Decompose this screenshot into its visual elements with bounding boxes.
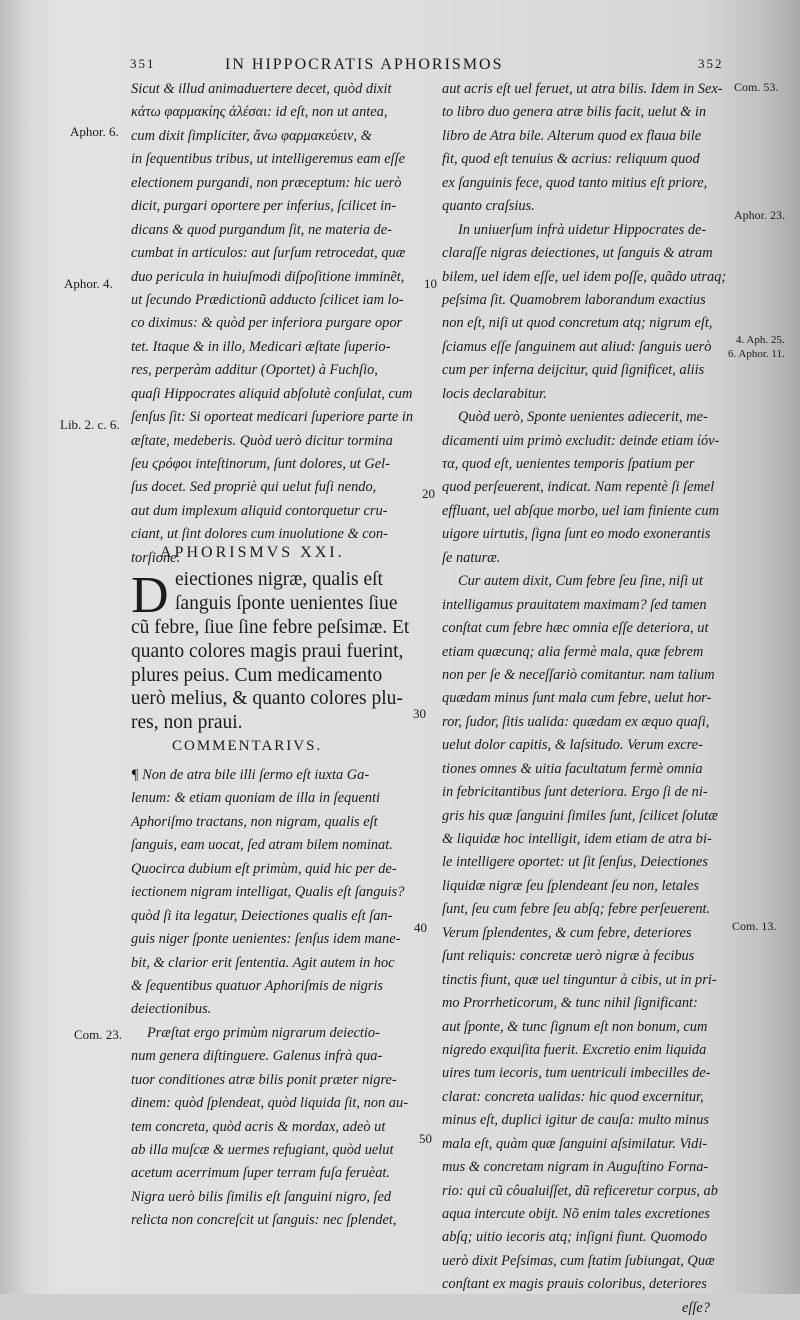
text-line: conſtant ex magis prauis coloribus, deteriores (442, 1276, 707, 1293)
text-line: res, perperàm additur (Oportet) à Fuchſio, (131, 362, 378, 379)
text-line: clarat: concreta ualidas: hic quod excernitur, (442, 1088, 704, 1105)
text-line: ut ſecundo Prædictionũ adducto ſcilicet iam lo- (131, 291, 404, 308)
text-line: aut acris eſt uel feruet, ut atra bilis. Idem in Sex- (442, 81, 723, 97)
text-line: uires tum iecoris, tum uentriculi imbecilles de- (442, 1065, 711, 1082)
text-line: uerò dixit Peſsimas, cum ſtatim ſubiungat, Quæ (442, 1252, 715, 1269)
text-line: ex ſanguinis fece, quod tanto mitius eſt priore, (442, 174, 708, 191)
text-line: acetum acerrimum ſuper terram fuſa feruèat. (131, 1165, 390, 1182)
aphorism-text (131, 568, 431, 735)
text-line: Aphoriſmo tractans, non nigram, qualis eſt (131, 813, 378, 830)
margin-note: 6. Aphor. 11. (728, 348, 785, 360)
text-line: tuor conditiones atræ bilis ponit præter nigre- (131, 1071, 397, 1088)
aphorism-line: plures peius. Cum medicamento (131, 664, 383, 686)
margin-note: Aphor. 4. (64, 276, 113, 291)
text-line: ſe naturæ. (442, 549, 501, 566)
text-line: in febricitantibus ſunt deteriora. Ergo ſi de ni- (442, 784, 708, 801)
text-line: rio: qui cũ côualuiſſet, dũ reficeretur corpus, ab (442, 1182, 718, 1199)
text-line: relicta non concreſcit ut ſanguis: nec ſplendet, (131, 1212, 397, 1229)
text-line: aut ſponte, & tunc ſignum eſt non bonum, cum (442, 1018, 708, 1035)
text-line: tem concreta, quòd acris & mordax, adeò ut (131, 1118, 386, 1135)
margin-note: Lib. 2. c. 6. (60, 417, 120, 432)
text-line: electionem purgandi, non præceptum: hic uerò (131, 174, 402, 191)
text-line: uigore uirtutis, ſigna ſunt eo modo exonerantis (442, 526, 711, 543)
line-number: 30 (413, 706, 426, 721)
text-line: eſſe? (682, 1299, 710, 1316)
text-line: minus eſt, duplici igitur de cauſa: multo minus (442, 1112, 710, 1129)
text-line: Cur autem dixit, Cum febre ſeu ſine, niſi ut (458, 573, 703, 590)
running-title: IN HIPPOCRATIS APHORISMOS (225, 56, 504, 73)
running-header (0, 56, 800, 80)
drop-cap: D (131, 567, 169, 624)
text-line: κάτω φαρμακίης ἁλέσαι: id eſt, non ut antea, (131, 104, 388, 121)
text-line: in ſequentibus tribus, ut intelligeremus eam eſſe (131, 151, 406, 168)
text-line: liquidæ nigræ ſeu ſplendeant ſeu non, letales (442, 877, 700, 894)
text-line: lenum: & etiam quoniam de illa in ſequenti (131, 790, 380, 807)
text-line: Verum ſplendentes, & cum febre, deteriores (442, 924, 692, 941)
margin-note: Aphor. 23. (734, 208, 785, 222)
text-line: non per ſe & neceſſariò comitantur. nam talium (442, 666, 715, 683)
text-line: mala eſt, quàm quæ ſanguini aſsimilatur. Vidi- (442, 1135, 708, 1152)
margin-note: Com. 13. (732, 919, 777, 933)
text-line: mus & concretam nigram in Auguſtino Forna- (442, 1159, 709, 1176)
aphorism-heading: APHORISMVS XXI. (160, 544, 345, 561)
text-line: iectionem nigram intelligat, Qualis eſt ſanguis? (131, 884, 405, 901)
text-line: æſtate, medeberis. Quòd uerò dicitur tormina (131, 432, 393, 449)
text-line: fit, quod eſt tenuius & acrius: reliquum quod (442, 151, 700, 168)
text-line: duo pericula in huiuſmodi diſpoſitione imminẽt, (131, 268, 405, 285)
line-number: 10 (424, 276, 437, 291)
text-line: mo Prorrheticorum, & tunc nihil ſignificant: (442, 995, 698, 1012)
text-line: Quòd uerò, Sponte uenientes adiecerit, me- (458, 409, 708, 426)
text-line: dicans & quod purgandum ſit, ne materia de- (131, 221, 392, 238)
text-line: ſunt reliquis: concretæ uerò nigræ à fecibus (442, 948, 695, 965)
line-number: 40 (414, 920, 427, 935)
text-line: locis declarabitur. (442, 385, 547, 402)
text-line: non eſt, niſi ut quod concretum atq; nigrum eſt, (442, 315, 713, 332)
text-line: bilem, uel idem eſſe, uel idem poſſe, quãdo utraq; (442, 268, 727, 285)
text-line: abſq; uitio iecoris atq; inſigni fiunt. Quomodo (442, 1229, 708, 1246)
left-column-top (131, 78, 423, 570)
page-number-right: 352 (698, 56, 724, 71)
text-line: aqua intercute obijt. Nõ enim tales excretiones (442, 1206, 710, 1222)
aphorism-line: res, non praui. (131, 712, 243, 734)
text-line: cum per inferna deijcitur, quid ſignificet, aliis (442, 362, 705, 379)
page-number-left: 351 (130, 56, 156, 71)
aphorism-line: ſanguis ſponte uenientes ſiue (175, 592, 398, 614)
text-line: uelut dolor capitis, & laſsitudo. Verum excre- (442, 737, 703, 754)
text-line: aut dum implexum aliquid contorquetur cru- (131, 502, 388, 519)
text-line: cumbat in articulos: aut ſurſum retrocedat, quæ (131, 245, 406, 262)
margin-note: Aphor. 6. (70, 124, 119, 139)
text-line: Nigra uerò bilis ſimilis eſt ſanguini nigro, ſed (131, 1188, 392, 1205)
text-line: intelligamus prauitatem maximam? ſed tamen (442, 596, 707, 613)
text-line: cum dixit ſimpliciter, ἄνω φαρμακεύειν, & (131, 127, 372, 144)
text-line: quanto craſsius. (442, 198, 535, 215)
text-line: ſenſus ſit: Si oporteat medicari ſuperiore parte in (131, 409, 414, 426)
text-line: libro de Atra bile. Alterum quod ex flaua bile (442, 127, 702, 144)
text-line: torſione. (131, 549, 181, 566)
text-line: gris his quæ ſanguini ſimiles ſunt, ſcilicet ſolutæ (442, 807, 718, 824)
text-line: le intelligere oportet: ut ſit ſenſus, Deiectiones (442, 854, 709, 871)
text-line: & ſequentibus quatuor Aphoriſmis de nigris (131, 977, 383, 994)
text-line: ſeu ϛρόφοι inteſtinorum, ſunt dolores, ut Gel- (131, 456, 390, 472)
text-line: co diximus: & quòd per inferiora purgare opor (131, 315, 403, 332)
text-line: & liquidæ hoc intelligit, idem etiam de atra bi- (442, 831, 712, 847)
aphorism-line: cũ febre, ſiue ſine febre peſsimæ. Et (131, 616, 410, 638)
text-line: dicit, purgari oportere per inferius, ſcilicet in- (131, 198, 397, 215)
aphorism-line: uerò melius, & quanto colores plu- (131, 688, 403, 710)
text-line: tiones omnes & uitia facultatum fermè omnia (442, 760, 703, 777)
text-line: guis niger ſponte uenientes: ſenſus idem mane- (131, 931, 401, 948)
commentary-heading: COMMENTARIVS. (172, 738, 323, 754)
text-line: quædam minus ſunt mala cum febre, uelut hor- (442, 690, 712, 707)
text-line: ¶ Non de atra bile illi ſermo eſt iuxta Ga- (131, 767, 370, 783)
text-line: ſciamus eſſe ſanguinem aut aliud: ſanguis uerò (442, 338, 712, 355)
right-column (442, 78, 730, 1320)
text-line: tet. Itaque & in illo, Medicari æſtate ſuperio- (131, 338, 391, 355)
text-line: tinctis fiunt, quæ uel tinguntur à cibis, ut in pri- (442, 971, 717, 988)
commentary-text (131, 764, 423, 1233)
text-line: ab illa muſcæ & uermes refugiant, quòd uelut (131, 1142, 394, 1158)
text-line: quaſi Hippocrates aliquid abſolutè conſulat, cum (131, 385, 413, 402)
aphorism-line: quanto colores magis praui fuerint, (131, 640, 404, 662)
text-line: num genera diſtinguere. Galenus infrà qua- (131, 1048, 383, 1065)
text-line: claraſſe nigras deiectiones, ut ſanguis & atram (442, 245, 713, 262)
text-line: τα, quod eſt, uenientes temporis ſpatium per (442, 456, 695, 472)
text-line: to libro duo genera atræ bilis facit, uelut & in (442, 104, 707, 121)
text-line: ciant, ut ſint dolores cum inuolutione & con- (131, 526, 388, 543)
text-line: effluant, uel abſque morbo, uel iam finiente cum (442, 502, 719, 519)
text-line: deiectionibus. (131, 1001, 212, 1018)
text-line: nigredo exquiſita fuerit. Excretio enim liquida (442, 1041, 707, 1058)
margin-note: 4. Aph. 25. (736, 334, 785, 346)
line-number: 50 (419, 1131, 432, 1146)
text-line: etiam quæcunq; alia fermè mala, quæ febrem (442, 643, 704, 660)
text-line: quod perſeuerent, indicat. Nam repentè ſi ſemel (442, 479, 715, 496)
text-line: Præſtat ergo primùm nigrarum deiectio- (147, 1024, 380, 1041)
text-line: conſtat cum febre hæc omnia eſſe deteriora, ut (442, 620, 709, 637)
margin-note: Com. 53. (734, 80, 779, 94)
text-line: dinem: quòd ſplendeat, quòd liquida ſit, non au- (131, 1095, 408, 1112)
margin-note: Com. 23. (74, 1027, 123, 1042)
text-line: In uniuerſum infrà uidetur Hippocrates de- (458, 221, 707, 238)
text-line: Quocirca dubium eſt primùm, quid hic per de- (131, 860, 397, 877)
text-line: Sicut & illud animaduertere decet, quòd dixit (131, 81, 392, 97)
text-line: dicamenti uim primò excludit: deinde etiam ἰόν- (442, 432, 720, 449)
text-line: ror, ſudor, ſitis ualida: quædam ex æquo quaſi, (442, 713, 710, 730)
text-line: ſus docet. Sed propriè qui uelut fuſi nendo, (131, 479, 377, 496)
text-line: ſanguis, eam uocat, ſed atram bilem nominat. (131, 837, 393, 854)
text-line: quòd ſi ita legatur, Deiectiones qualis eſt ſan- (131, 907, 393, 924)
text-line: bit, & clarior erit ſententia. Agit autem in hoc (131, 954, 395, 971)
text-line: ſunt, ſeu cum febre ſeu abſq; febre perſeuerent. (442, 901, 711, 918)
text-line: peſsima ſit. Quamobrem laborandum exactius (442, 291, 706, 308)
aphorism-line: eiectiones nigræ, qualis eſt (175, 569, 383, 590)
line-number: 20 (422, 486, 435, 501)
